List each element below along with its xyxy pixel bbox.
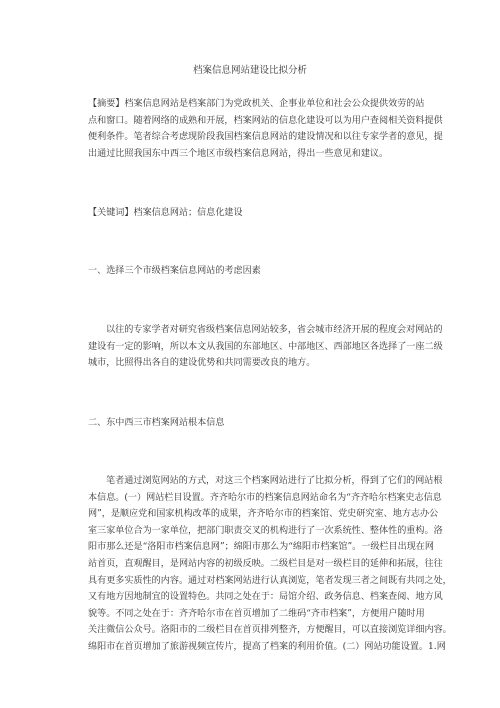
abstract-line: 便利条件。笔者综合考虑现阶段我国档案信息网站的建设情况和以往专家学者的意见，提 bbox=[88, 132, 443, 143]
abstract-line: 出通过比照我国东中西三个地区市级档案信息网站，得出一些意见和建议。 bbox=[88, 148, 389, 159]
section-2-paragraph bbox=[88, 473, 452, 656]
section-2-line: 又有地方因地制宜的设置特色。共同之处在于：局馆介绍、政务信息、档案查阅、地方风 bbox=[88, 592, 443, 603]
section-2-line: 笔者通过浏览网站的方式，对这三个档案网站进行了比拟分析，得到了它们的网站根 bbox=[106, 476, 443, 486]
section-1-heading: 一、选择三个市级档案信息网站的考虑因素 bbox=[88, 266, 261, 276]
section-1-line: 城市，比照得出各自的建设优势和共同需要改良的地方。 bbox=[88, 358, 316, 369]
section-2-line: 阳市那么还是“洛阳市档案信息网”；绵阳市那么为“绵阳市档案馆”。一级栏目出现在网 bbox=[88, 542, 434, 553]
section-2-heading: 二、东中西三市档案网站根本信息 bbox=[88, 418, 225, 428]
section-2-line: 站首页，直观醒目，是网站内容的初级反映。二级栏目是对一级栏目的延伸和拓展，往往 bbox=[88, 558, 443, 569]
section-1-line: 建设有一定的影响，所以本文从我国的东部地区、中部地区、西部地区各选择了一座二级 bbox=[88, 341, 443, 352]
keywords-line: 【关键词】档案信息网站；信息化建设 bbox=[88, 208, 243, 218]
section-2-line: 绵阳市在首页增加了旅游视频宣传片，提高了档案的利用价值。(二）网站功能设置。1.网 bbox=[88, 641, 446, 652]
section-2-line: 貌等。不同之处在于：齐齐哈尔市在首页增加了二维码“齐市档案”，方便用户随时用 bbox=[88, 608, 425, 619]
section-2-line: 关注微信公众号。洛阳市的二级栏目在首页排列整齐，方便醒目，可以直接浏览详细内容。 bbox=[88, 625, 452, 636]
section-1-paragraph bbox=[88, 322, 443, 372]
section-2-line: 室三家单位合为一家单位，把部门职责交叉的机构进行了一次系统性、整体性的重构。洛 bbox=[88, 525, 443, 536]
abstract-line: 点和窗口。随着网络的成熟和开展，档案网站的信息化建设可以为用户查阅相关资料提供 bbox=[88, 115, 443, 126]
section-2-line: 具有更多实质性的内容。通过对档案网站进行认真浏览，笔者发现三者之间既有共同之处， bbox=[88, 575, 452, 586]
abstract-paragraph bbox=[88, 96, 443, 162]
section-2-line: 网”，是顺应党和国家机构改革的成果，齐齐哈尔市的档案馆、党史研究室、地方志办公 bbox=[88, 509, 439, 520]
abstract-line: 【摘要】档案信息网站是档案部门为党政机关、企事业单位和社会公众提供效劳的站 bbox=[88, 99, 425, 109]
section-2-line: 本信息。(一）网站栏目设置。齐齐哈尔市的档案信息网站命名为“齐齐哈尔档案史志信息 bbox=[88, 492, 442, 503]
section-1-line: 以往的专家学者对研究省级档案信息网站较多，省会城市经济开展的程度会对网站的 bbox=[106, 325, 443, 335]
document-title: 档案信息网站建设比拟分析 bbox=[192, 65, 307, 76]
